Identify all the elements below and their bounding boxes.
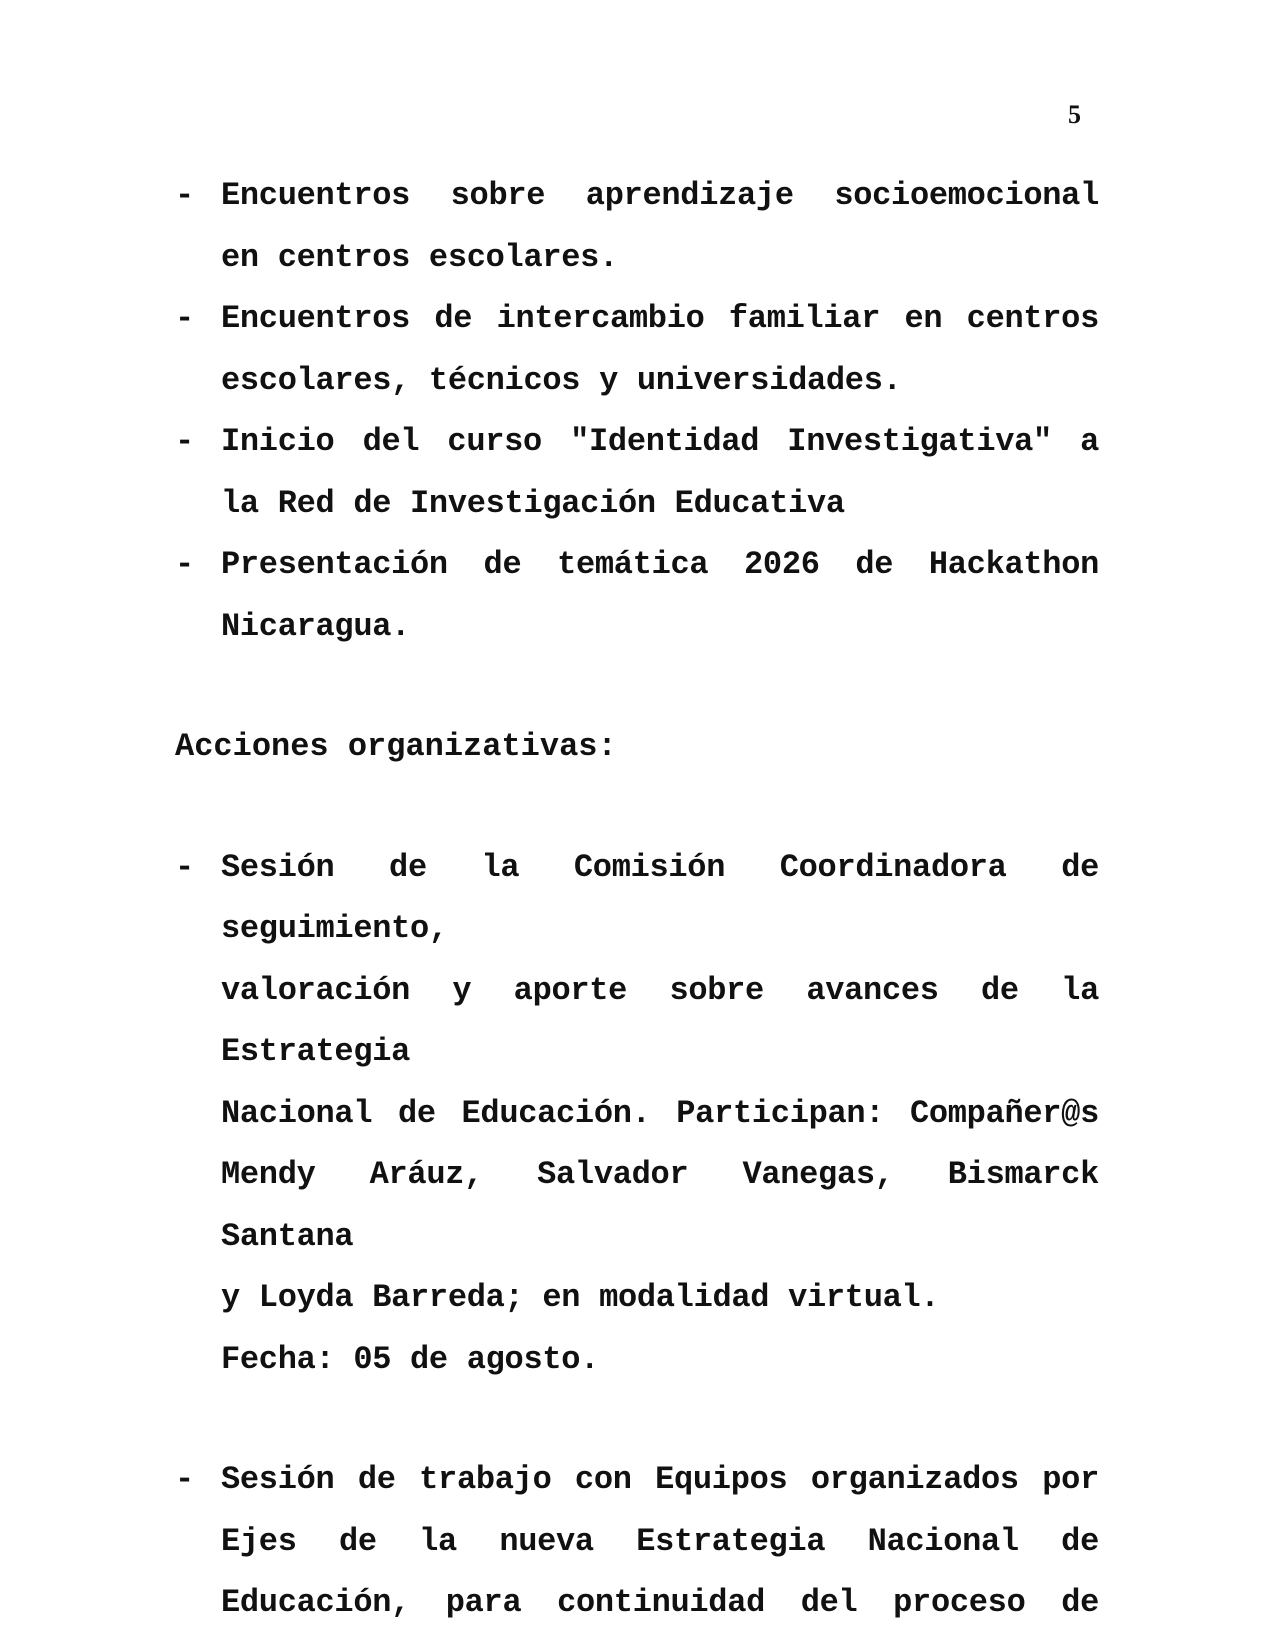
list-item-line: Encuentros de intercambio familiar en centros xyxy=(221,300,1099,337)
list-item-line: y Loyda Barreda; en modalidad virtual. xyxy=(221,1279,940,1316)
bullet-dash: - xyxy=(175,423,194,460)
bullet-dash: - xyxy=(175,848,194,886)
list-item-line: Nacional de Educación. Participan: Compañer@s xyxy=(221,1094,1099,1132)
page-number: 5 xyxy=(1068,100,1081,129)
document-body xyxy=(175,165,1099,1634)
list-item xyxy=(175,288,1099,411)
list-item xyxy=(175,534,1099,657)
list-item-line: en centros escolares. xyxy=(221,238,618,276)
list-item-line: Educación, para continuidad del proceso de xyxy=(221,1584,1099,1621)
list-item-line: valoración y aporte sobre avances de la Estrategia xyxy=(221,971,1099,1070)
bullet-dash: - xyxy=(175,177,194,214)
list-item-line: Nicaragua. xyxy=(221,607,411,645)
list-item xyxy=(175,837,1099,1391)
list-item-line: Sesión de la Comisión Coordinadora de seguimiento, xyxy=(221,848,1099,947)
list-item-line: Ejes de la nueva Estrategia Nacional de xyxy=(221,1522,1099,1560)
list-item-line: la Red de Investigación Educativa xyxy=(221,484,845,522)
date-line: Fecha: 05 de agosto. xyxy=(221,1340,600,1378)
spacer xyxy=(175,1390,1099,1449)
list-item xyxy=(175,1449,1099,1634)
list-item-line: Presentación de temática 2026 de Hackathon xyxy=(221,546,1099,583)
list-item xyxy=(175,165,1099,288)
list-item-line: Encuentros sobre aprendizaje socioemocional xyxy=(221,177,1099,214)
bullet-dash: - xyxy=(175,546,194,583)
bullet-dash: - xyxy=(175,300,194,337)
bullet-dash: - xyxy=(175,1461,194,1498)
list-item-line: escolares, técnicos y universidades. xyxy=(221,361,902,399)
list-item-line: Inicio del curso "Identidad Investigativa" a xyxy=(221,423,1099,460)
list-item-line: Sesión de trabajo con Equipos organizados por xyxy=(221,1461,1099,1498)
section-heading: Acciones organizativas: xyxy=(175,728,617,765)
list-item-line: Mendy Aráuz, Salvador Vanegas, Bismarck Santana xyxy=(221,1156,1099,1255)
list-item xyxy=(175,411,1099,534)
